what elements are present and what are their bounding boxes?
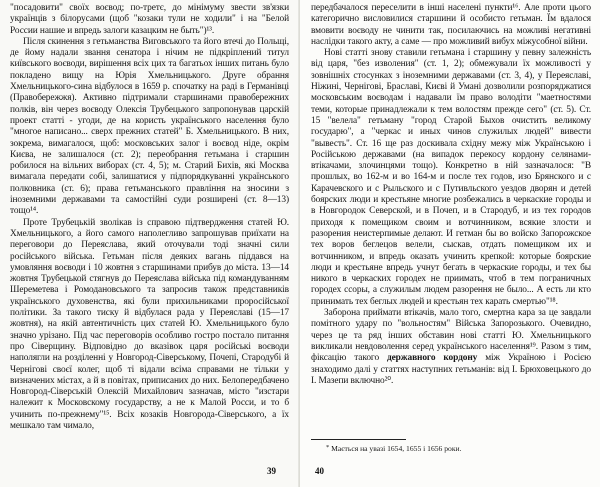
right-page <box>300 0 600 487</box>
bold-term-state-border: державного кордону <box>386 353 478 364</box>
footnote-rule <box>311 439 406 440</box>
footnote-text: Мається на увазі 1654, 1655 і 1656 роки. <box>331 444 462 453</box>
footnote-marker: * <box>326 444 330 451</box>
left-paragraph-3: Проте Трубецькій зволікав із справою підтвердження статей Ю. Хмельницького, а його самого наполегливо запрошував приїхати на переговори до Переяслава, який оточували тоді значні сили російського війська. Гетьман після деяких вагань піддався на умовляння воєводи і 10 жовтня з старшинами прибув до міста. 13—14 жовтня Трубецькой стягнув до Переяслава війська під командуванням Шереметева і Ромодановського та запросив також представників українського духовенства, які були прихильниками проросійської політики. За такого тиску й відбулася рада у Переяславі (15—17 жовтня), на якій автентичність цих статей Ю. Хмельницького було значно урізано. Під час переговорів особливо гостро постало питання про Сіверщину. Відповідно до вказівок царя російські воєводи наполягли на розділенні у Новгород-Сіверському, Почепі, Стародубі й Чернігові своєї колег, щоб ті відали всіма справами не тільки у визначених містах, а й в повітах, приписаних до них. Белопередбачено Новгород-Сіверській Олексій Михайлович зазначав, місто "изстари належит к Московскому государству, а не к Малой Росси, и то б учинить по-прежнему"¹⁵. Всіх козаків Новгорода-Сіверського, а їх мешкало там чимало, <box>10 217 289 431</box>
left-page-number: 39 <box>267 466 276 476</box>
right-paragraph-2: Нові статті знову ставили гетьмана і старшину у певну залежність від царя, "без изволения" (ст. 1, 2); обмежували їх можливості у зовнішніх стосунках з іноземними державами (ст. 3, 4), у Переяславі, Ніжині, Чернігові, Браславі, Києві й Умані дозволили розпоряджатися московським воєводам і надавали їм право володіти "маетностями теми, которые принадлежали к тем волостям прежде сего" (ст. 5). Ст. 15 "велела" гетьману "город Старой Быхов очистить великому государю", а "черкас и иных чинов служилых людей" вивести "вывесть". Ст. 16 ще раз доскивала східну межу між Українською і Російською державами (на випадок перекосу кордону селянами-втікачами, злочинцями тощо). Конкретно в ній зазначалося: "В прошлых, во 162-м и во 164-м и после тех годов, изо Брянского и с Карачевского и с Рыльского и с Путивльского уездов дворян и детей боярских люди и крестьяне многие розбежались в черкаские городы и в Новгородок Северской, и в Почеп, и в Стародуб, и из тех городов приходя к помещиком своим и вотчинником, всякие злости и разорения неистерпимые делают. И гетман бы во войско Запорожское тех воров беглецов велели, сыскав, отдать помещиком их и вотчинником, и впредь оказать учинить крепкой: которые боярские люди и крестьяне впредь учнут бегать в черкаские городы, и тех бы никого в черкаских городех не приимать, чтоб в тем пограничных городех ссоры, а служилым людем разорення не было... А есть ли кто принимать тех беглых людей и крестьян тех карать смертью"¹⁸. <box>311 48 591 307</box>
footnote <box>326 443 586 453</box>
left-paragraph-2: Після скинення з гетьманства Виговського та його втечі до Польщі, де йому надали звання сенатора і нічим не підкріплений титул київського воєводи, вирішення всіх цих та багатьох інших питань було покладено вищу на Юрія Хмельницького. Друге обрання Хмельницького-сина відбулося в 1659 р. спочатку на раді в Германівці (Правобережжя). Активно підтримали старшинами правобережних полків, він через воєводу Олексія Трубецького запропонував царскій проект статті - угоди, де на користь українського населення було "многое написано... сверх прежних статей" Б. Хмельницького. В них, зокрема, вимагалося, щоб: московських залог і воєвод ніде, окрім Києва, не залишалося (ст. 2); переобрання гетьмана і старшин робилося на вільних виборах (ст. 4, 5); м. Старий Бихів, які Москва вимагала передати собі, залишатися у підпорядкуванні українського полковника (ст. 6); права гетьманського правління на зносини з іноземними державами та самостійні суди розширені (ст. 8—13) тощо¹⁴. <box>10 36 289 217</box>
right-paragraph-3-start: Заборона приймати втікачів, мало того, смертна кара за це завдали помітного удару по "вольностям" Війська Запорозького. Очевидно, через це та ряд інших обставин нові статті Ю. Хмельницького викликали невдоволення серед українського населення¹⁹. Разом з тим, фіксацію такого <box>311 308 591 364</box>
left-paragraph-1: "посадовити" своїх воєвод; по-третє, до мінімуму звести зв'язки українців з білорусами (щоб "козаки тули не ходили" і на "Белой России нашие и впредь залоги казацким не быть")¹³. <box>10 3 289 36</box>
right-page-number: 40 <box>315 466 324 476</box>
right-text-column <box>311 3 591 387</box>
right-paragraph-1: передбачалося переселити в інші населені пункти¹⁶. Але проти цього категорично висловилися старшини й особисто гетьман. Їм вдалося вмовити воєводу не чинити так, посилаючись на можливі негативні наслідки такого акту, а саме — про можливий вибух міжусобної війни. <box>311 3 591 47</box>
right-paragraph-3 <box>311 308 591 387</box>
left-text-column <box>10 3 289 432</box>
right-paragraph-3-end: між Україною і Росією знаходимо далі у статтях наступних гетьманів: від І. Брюховецького до І. Мазепи включно²⁰. <box>311 353 592 386</box>
